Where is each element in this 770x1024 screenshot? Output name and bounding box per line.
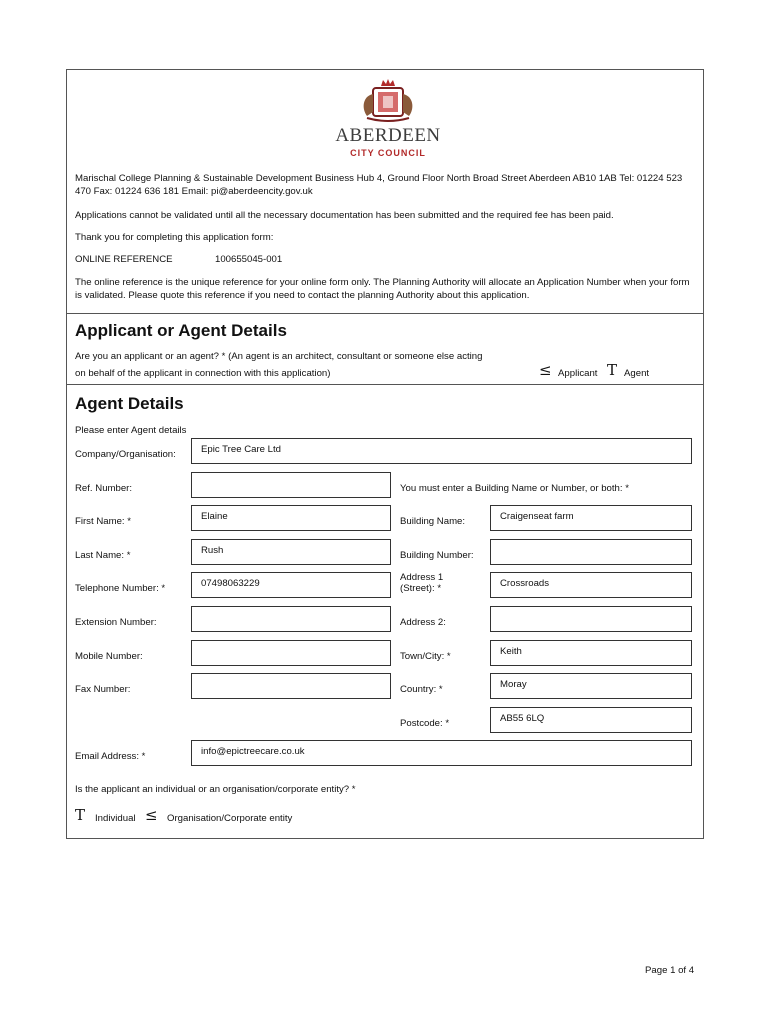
building-number-label: Building Number:	[400, 550, 474, 561]
organisation-option-mark[interactable]: ≤	[145, 806, 158, 824]
ref-number-field[interactable]	[191, 472, 391, 498]
mobile-field[interactable]	[191, 640, 391, 666]
email-label: Email Address: *	[75, 751, 146, 762]
telephone-field[interactable]: 07498063229	[191, 572, 391, 598]
organisation-option-label: Organisation/Corporate entity	[167, 813, 293, 824]
building-number-field[interactable]	[490, 539, 692, 565]
individual-option-label: Individual	[95, 813, 136, 824]
fax-field[interactable]	[191, 673, 391, 699]
applicant-section-title: Applicant or Agent Details	[75, 321, 287, 340]
address-hint: You must enter a Building Name or Number, or both: *	[400, 483, 629, 494]
individual-option-mark[interactable]: T	[75, 806, 86, 824]
mobile-label: Mobile Number:	[75, 651, 143, 662]
agent-section-title: Agent Details	[75, 394, 184, 413]
extension-field[interactable]	[191, 606, 391, 632]
first-name-label: First Name: *	[75, 516, 131, 527]
section-divider	[67, 384, 703, 385]
extension-label: Extension Number:	[75, 617, 157, 628]
company-field[interactable]: Epic Tree Care Ltd	[191, 438, 692, 464]
telephone-label: Telephone Number: *	[75, 583, 166, 594]
reference-note: The online reference is the unique reference for your online form only. The Planning Authority will allocate an Application Number when your form is validated. Please quote this reference if you need to contact the planning Authority about this application.	[75, 277, 690, 301]
application-form-sheet	[66, 69, 704, 839]
agent-section-intro: Please enter Agent details	[75, 425, 187, 436]
logo-subtitle: CITY COUNCIL	[350, 148, 426, 158]
ref-number-label: Ref. Number:	[75, 483, 133, 494]
building-name-label: Building Name:	[400, 516, 466, 527]
last-name-field[interactable]: Rush	[191, 539, 391, 565]
email-field[interactable]: info@epictreecare.co.uk	[191, 740, 692, 766]
coat-of-arms-icon	[333, 76, 443, 126]
company-label: Company/Organisation:	[75, 449, 176, 460]
town-label: Town/City: *	[400, 651, 451, 662]
online-reference-label: ONLINE REFERENCE	[75, 254, 173, 265]
address2-label: Address 2:	[400, 617, 446, 628]
last-name-label: Last Name: *	[75, 550, 131, 561]
first-name-field[interactable]: Elaine	[191, 505, 391, 531]
applicant-option-label: Applicant	[558, 368, 598, 379]
postcode-field[interactable]: AB55 6LQ	[490, 707, 692, 733]
section-divider	[67, 313, 703, 314]
applicant-option-mark[interactable]: ≤	[539, 361, 552, 379]
logo-wordmark: ABERDEEN	[335, 125, 441, 146]
agent-option-label: Agent	[624, 368, 650, 379]
building-name-field[interactable]: Craigenseat farm	[490, 505, 692, 531]
town-field[interactable]: Keith	[490, 640, 692, 666]
address1-label-street: (Street): *	[400, 583, 442, 594]
page-number: Page 1 of 4	[645, 965, 695, 976]
country-label: Country: *	[400, 684, 443, 695]
address1-field[interactable]: Crossroads	[490, 572, 692, 598]
address2-field[interactable]	[490, 606, 692, 632]
online-reference-value: 100655045-001	[215, 254, 283, 265]
applicant-question-line2: on behalf of the applicant in connection with this application)	[75, 368, 331, 379]
agent-option-mark[interactable]: T	[607, 361, 618, 379]
council-address: Marischal College Planning & Sustainable Development Business Hub 4, Ground Floor North Broad Street Aberdeen AB10 1AB Tel: 01224 523 470 Fax: 01224 636 181 Email: pi@aberdeencity.gov.uk	[75, 173, 683, 197]
address1-label: Address 1	[400, 572, 444, 583]
postcode-label: Postcode: *	[400, 718, 450, 729]
entity-question: Is the applicant an individual or an organisation/corporate entity? *	[75, 784, 356, 795]
validation-note: Applications cannot be validated until all the necessary documentation has been submitted and the required fee has been paid.	[75, 210, 614, 221]
thanks-text: Thank you for completing this application form:	[75, 232, 274, 243]
country-field[interactable]: Moray	[490, 673, 692, 699]
council-logo	[333, 76, 443, 158]
fax-label: Fax Number:	[75, 684, 131, 695]
applicant-question-line1: Are you an applicant or an agent? * (An agent is an architect, consultant or someone else acting	[75, 351, 483, 362]
